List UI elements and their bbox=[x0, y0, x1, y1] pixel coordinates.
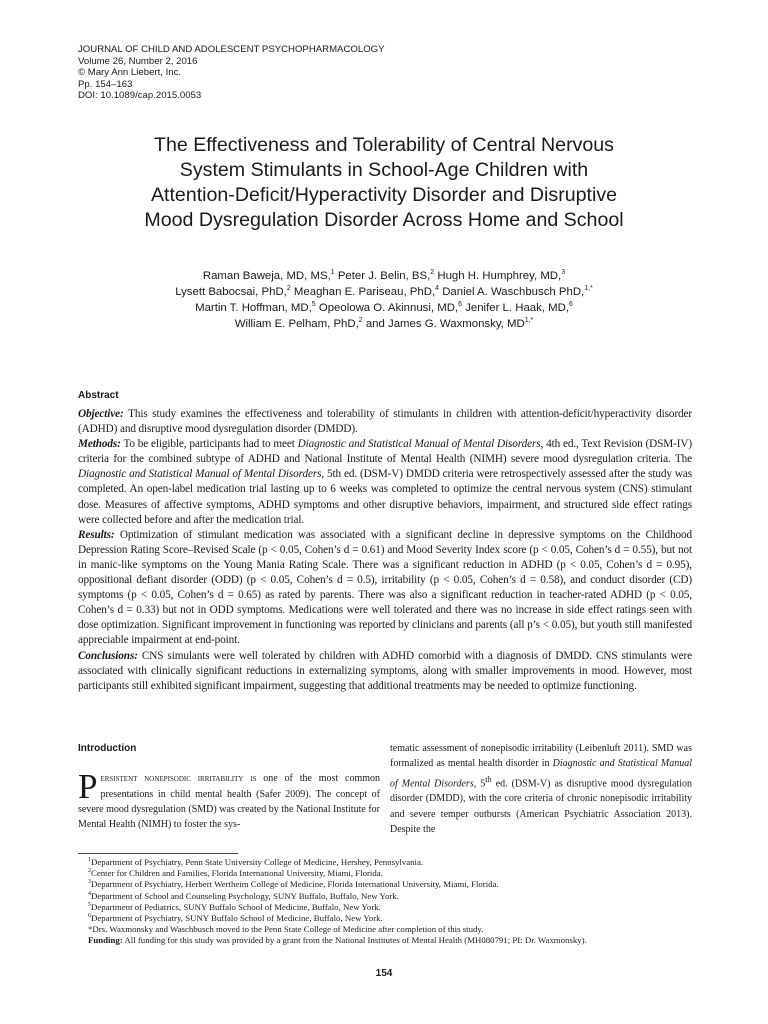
footnote-affiliation bbox=[88, 879, 698, 890]
footnote-mark: 4 bbox=[88, 890, 91, 897]
journal-header bbox=[78, 44, 385, 102]
affiliation-mark: 6 bbox=[569, 301, 573, 309]
author: Meaghan E. Pariseau, PhD, bbox=[290, 286, 436, 298]
article-title bbox=[90, 133, 678, 233]
results-label: Results: bbox=[78, 528, 115, 541]
drop-cap: P bbox=[78, 767, 98, 807]
ordinal-suffix: th bbox=[485, 774, 492, 784]
footnote-mark: 5 bbox=[88, 901, 91, 908]
intro-text: tematic assessment of nonepisodic irritability (Leibenluft 2011). SMD was formalized as mental health disorder in bbox=[390, 743, 692, 770]
intro-text: 5 bbox=[476, 777, 486, 789]
author: Raman Baweja, MD, MS, bbox=[202, 270, 331, 282]
author-line bbox=[90, 300, 678, 316]
objective-text: This study examines the effectiveness and tolerability of stimulants in children with attention-deficit/hyperactivity disorder (ADHD) and disruptive mood dysregulation disorder (DMDD). bbox=[78, 408, 692, 436]
methods-text: To be eligible, participants had to meet bbox=[120, 438, 298, 451]
author-line bbox=[90, 284, 678, 300]
footnote-affiliation bbox=[88, 868, 698, 879]
affiliation-mark: 1,* bbox=[584, 285, 593, 293]
introduction-heading: Introduction bbox=[78, 743, 137, 754]
objective-label: Objective: bbox=[78, 408, 124, 420]
footnote-mark: 1 bbox=[88, 857, 91, 864]
dsm-citation: Diagnostic and Statistical Manual of Mental Disorders, bbox=[78, 468, 325, 481]
affiliation-mark: 3 bbox=[561, 269, 566, 277]
footnote-text: Department of Psychiatry, Penn State University College of Medicine, Hershey, Pennsylvania. bbox=[91, 857, 424, 867]
abstract-methods bbox=[78, 437, 692, 528]
intro-right-column bbox=[390, 741, 692, 837]
intro-text: ed. (DSM-V) as disruptive mood dysregulation disorder (DMDD), with the core criteria of chronic nonepisodic irritability and severe temper outbursts (American Psychiatric Association 2013). Despite the bbox=[390, 777, 692, 835]
footnote-text: Department of Pediatrics, SUNY Buffalo School of Medicine, Buffalo, New York. bbox=[91, 901, 381, 912]
conclusions-label: Conclusions: bbox=[78, 649, 138, 662]
affiliation-mark: 6 bbox=[458, 301, 463, 309]
footnote-text: Department of Psychiatry, SUNY Buffalo School of Medicine, Buffalo, New York. bbox=[91, 913, 383, 924]
abstract-results bbox=[78, 528, 692, 649]
funding-text: All funding for this study was provided by a grant from the National Institutes of Mental Health (MH080791; PI: Dr. Waxmonsky). bbox=[122, 935, 587, 946]
intro-paragraph bbox=[78, 767, 381, 832]
footnote-mark: 3 bbox=[88, 879, 91, 886]
author: Daniel A. Waschbusch PhD, bbox=[439, 286, 585, 298]
footnote-text: Department of School and Counseling Psychology, SUNY Buffalo, Buffalo, New York. bbox=[91, 890, 399, 901]
abstract-heading: Abstract bbox=[78, 390, 119, 401]
abstract-objective bbox=[78, 407, 692, 437]
author-line bbox=[90, 316, 678, 332]
footnote-note: *Drs. Waxmonsky and Waschbusch moved to the Penn State College of Medicine after completion of this study. bbox=[88, 924, 484, 935]
affiliation-mark: 2 bbox=[358, 317, 363, 325]
dsm-citation: Diagnostic and Statistical Manual of Mental Disorders, bbox=[390, 758, 692, 789]
results-text: Optimization of stimulant medication was associated with a significant decline in depressive symptoms on the Childhood Depression Rating Score–Revised Scale (p < 0.05, Cohen’s d = 0.61) and Mood Severity Index score (p < 0.05, Cohen’s d = 0.55), but not in manic-like symptoms on the Young Mania Rating Scale. There was a significant reduction in ADHD (p < 0.05, Cohen’s d = 0.95), oppositional defiant disorder (ODD) (p < 0.05, Cohen’s d = 0.5), irritability (p < 0.05, Cohen’s d = 0.58), and conduct disorder (CD) symptoms (p < 0.05, Cohen’s d = 0.65) as rated by parents. There was also a significant reduction in teacher-rated ADHD (p < 0.05, Cohen’s d = 0.33) but not in ODD symptoms. Medications were well tolerated and there was no increase in side effect ratings seen with dose optimization. Significant improvement in functioning was reported by clinicians and parents (all p’s < 0.05), but youth still manifested appreciable impairment at end-point. bbox=[78, 528, 692, 647]
author: Opeolowa O. Akinnusi, MD, bbox=[315, 302, 459, 314]
author: William E. Pelham, PhD, bbox=[234, 318, 359, 330]
footnote-mark: 2 bbox=[88, 868, 91, 875]
footnote-affiliation bbox=[88, 857, 698, 868]
intro-left-column bbox=[78, 741, 380, 832]
footnote-text: Center for Children and Families, Florida International University, Miami, Florida. bbox=[91, 868, 383, 879]
footnote-affiliation bbox=[88, 891, 698, 902]
affiliation-mark: 5 bbox=[311, 301, 316, 309]
title-line: Attention-Deficit/Hyperactivity Disorder and Disruptive bbox=[150, 184, 618, 206]
journal-volume: Volume 26, Number 2, 2016 bbox=[78, 55, 198, 67]
footnote-affiliation bbox=[88, 902, 698, 913]
funding-label: Funding: bbox=[88, 935, 123, 946]
author: Martin T. Hoffman, MD, bbox=[195, 302, 312, 314]
title-line: System Stimulants in School-Age Children with bbox=[179, 159, 589, 181]
footnote-text: Department of Psychiatry, Herbert Wertheim College of Medicine, Florida International University, Miami, Florida. bbox=[91, 879, 499, 890]
affiliation-mark: 2 bbox=[430, 269, 435, 277]
methods-label: Methods: bbox=[78, 438, 121, 451]
affiliation-mark: 2 bbox=[286, 285, 291, 293]
footnote-divider bbox=[78, 853, 238, 854]
conclusions-text: CNS simulants were well tolerated by children with ADHD comorbid with a diagnosis of DMDD. CNS stimulants were associated with clinically significant reductions in externalizing symptoms, along with smaller improvements in mood. However, most participants still exhibited significant impairment, suggesting that additional treatments may be needed to optimize functioning. bbox=[78, 649, 692, 692]
title-line: Mood Dysregulation Disorder Across Home and School bbox=[144, 209, 624, 231]
intro-paragraph-continued bbox=[390, 741, 692, 837]
methods-text: 4th ed., Text Revision (DSM-IV) criteria for the combined subtype of ADHD and National Institute of Mental Health (NIMH) severe mood dysregulation criteria. The bbox=[78, 438, 692, 466]
methods-text: 5th ed. (DSM-V) DMDD criteria were retrospectively assessed after the study was completed. An open-label medication trial lasting up to 6 weeks was completed to optimize the central nervous system (CNS) stimulant dose. Measures of affective symptoms, ADHD symptoms and other disruptive behaviors, impairment, and structured side effect ratings were collected before and after the medication trial. bbox=[78, 468, 692, 526]
journal-doi: DOI: 10.1089/cap.2015.0053 bbox=[78, 90, 202, 102]
author: Peter J. Belin, BS, bbox=[334, 270, 431, 282]
footnote-affiliation bbox=[88, 913, 698, 924]
journal-publisher: © Mary Ann Liebert, Inc. bbox=[78, 67, 182, 79]
author: Jenifer L. Haak, MD, bbox=[462, 302, 570, 314]
page-number: 154 bbox=[375, 968, 393, 979]
footnotes bbox=[88, 857, 698, 947]
title-line: The Effectiveness and Tolerability of Central Nervous bbox=[154, 134, 614, 156]
affiliation-mark: 1 bbox=[330, 269, 335, 277]
journal-pages: Pp. 154–163 bbox=[78, 78, 133, 90]
abstract-body bbox=[78, 407, 692, 694]
journal-name: JOURNAL OF CHILD AND ADOLESCENT PSYCHOPHARMACOLOGY bbox=[78, 44, 385, 55]
author-line bbox=[90, 268, 678, 284]
affiliation-mark: 1,* bbox=[524, 317, 534, 325]
abstract-conclusions bbox=[78, 649, 692, 694]
intro-smallcaps: ersistent nonepisodic irritability is bbox=[100, 773, 257, 785]
dsm-citation: Diagnostic and Statistical Manual of Mental Disorders, bbox=[297, 438, 544, 451]
author: Hugh H. Humphrey, MD, bbox=[434, 270, 562, 282]
intro-text: one of the most common presentations in child mental health (Safer 2009). The concept of severe mood dysregulation (SMD) was created by the National Institute for Mental Health (NIMH) to foster the sys- bbox=[78, 773, 381, 831]
author: and James G. Waxmonsky, MD bbox=[362, 318, 525, 330]
author: Lysett Babocsai, PhD, bbox=[175, 286, 287, 298]
footnote-mark: 6 bbox=[88, 913, 91, 920]
author-list bbox=[90, 268, 678, 332]
footnote-funding bbox=[88, 935, 698, 946]
affiliation-mark: 4 bbox=[435, 285, 440, 293]
